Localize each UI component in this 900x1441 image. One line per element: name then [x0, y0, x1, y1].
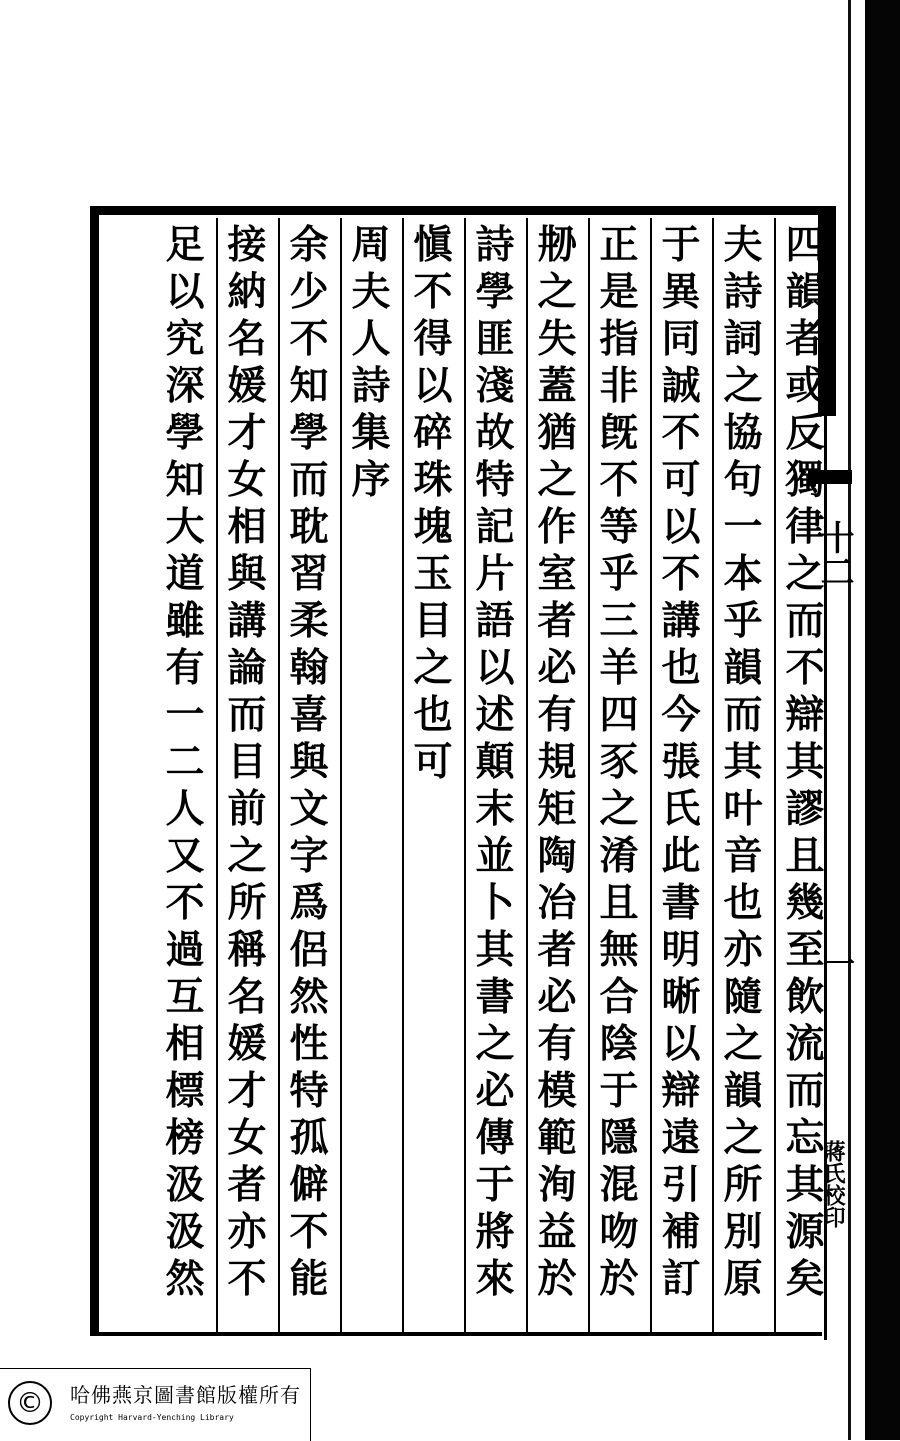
- text-column: 四 韻 者 或 反 獨 律 之 而 不 辯 其 謬 且 幾 至 飲 流 而 忘 其 源 矣: [785, 222, 825, 1302]
- text-column: 周 夫 人 詩 集 序: [351, 222, 391, 503]
- column-rule: [464, 218, 466, 1333]
- column-rule: [402, 218, 404, 1333]
- column-rule: [712, 218, 714, 1333]
- text-column: 接 納 名 媛 才 女 相 與 講 論 而 目 前 之 所 稱 名 媛 才 女 者 亦 不: [227, 222, 267, 1302]
- column-rule: [526, 218, 528, 1333]
- fold-number: 一: [819, 948, 854, 978]
- column-rule: [340, 218, 342, 1333]
- copyright-box: [0, 1368, 311, 1441]
- column-rule: [650, 218, 652, 1333]
- column-rule: [216, 218, 218, 1333]
- text-column: 夫 詩 詞 之 協 句 一 本 乎 韻 而 其 叶 音 也 亦 隨 之 韻 之 所 別 原: [723, 222, 763, 1302]
- binding-edge: [862, 0, 900, 1440]
- fold-mark: 十二: [814, 520, 854, 588]
- text-column: 刱 之 失 蓋 猶 之 作 室 者 必 有 規 矩 陶 冶 者 必 有 模 範 洵 益 於: [537, 222, 577, 1302]
- copyright-icon: ©: [8, 1381, 52, 1425]
- column-rule: [588, 218, 590, 1333]
- text-column: 余 少 不 知 學 而 耽 習 柔 翰 喜 與 文 字 爲 侶 然 性 特 孤 僻 不 能: [289, 222, 329, 1302]
- printer-stamp: 蔣氏校印: [820, 1140, 846, 1228]
- text-column: 足 以 究 深 學 知 大 道 雖 有 一 二 人 又 不 過 互 相 標 榜 汲 汲 然: [165, 222, 205, 1302]
- copyright-chinese: 哈佛燕京圖書館版權所有: [70, 1383, 301, 1407]
- text-column: 愼 不 得 以 碎 珠 塊 玉 目 之 也 可: [413, 222, 453, 785]
- text-column: 正 是 指 非 旣 不 等 乎 三 羊 四 豕 之 淆 且 無 合 陰 于 隱 混 吻 於: [599, 222, 639, 1302]
- text-column: 于 異 同 誠 不 可 以 不 講 也 今 張 氏 此 書 明 晰 以 辯 遠 引 補 訂: [661, 222, 701, 1302]
- copyright-english: Copyright Harvard-Yenching Library: [70, 1413, 234, 1422]
- column-rule: [774, 218, 776, 1333]
- column-rule: [278, 218, 280, 1333]
- text-column: 詩 學 匪 淺 故 特 記 片 語 以 述 顛 末 並 卜 其 書 之 必 傳 于 將 來: [475, 222, 515, 1302]
